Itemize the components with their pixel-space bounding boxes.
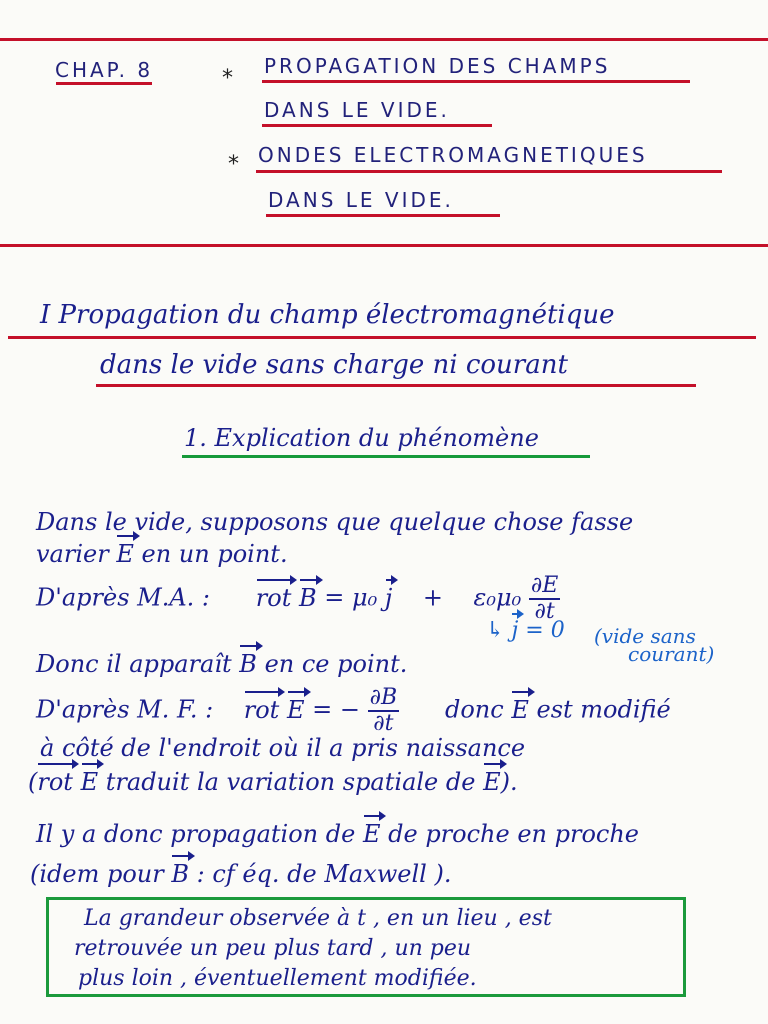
equals-minus: = − [312, 695, 360, 724]
j-zero-value: = 0 [525, 618, 565, 643]
j-zero-note [486, 618, 565, 643]
ma-equation [36, 574, 560, 624]
dt-denominator: ∂t [534, 599, 555, 625]
equals-sign: = [324, 583, 345, 612]
de-numerator: ∂E [529, 574, 560, 600]
header-bottom-rule [0, 244, 768, 247]
vector-e-2: E [286, 695, 305, 724]
vector-e-6: E [362, 820, 381, 848]
vector-b: B [299, 583, 317, 612]
top-rule [0, 38, 768, 41]
paragraph4-line2-end: : cf éq. de Maxwell ). [196, 860, 452, 888]
section-title-line1: I Propagation du champ électromagnétique [40, 300, 615, 330]
summary-line2: retrouvée un peu plus tard , un peu [74, 936, 472, 961]
vide-note-line1: (vide sans [594, 624, 696, 648]
section-title-line1-underline [8, 336, 756, 339]
donc-text: donc [444, 695, 504, 724]
title2-line2: DANS LE VIDE. [268, 188, 454, 212]
section-title-line2-underline [96, 384, 696, 387]
title1-line1-underline [262, 80, 690, 83]
title1-line2: DANS LE VIDE. [264, 98, 450, 122]
paragraph1-line2-end: en un point. [141, 540, 288, 568]
paragraph4-line1 [36, 820, 639, 848]
title2-line2-underline [266, 214, 500, 217]
subsection-underline [182, 455, 590, 458]
paragraph4-line1-start: Il y a donc propagation de [36, 820, 356, 848]
open-paren: ( [28, 768, 38, 796]
arrow-icon: ↳ [486, 618, 505, 643]
vector-j-note: j [511, 618, 519, 643]
plus-sign: + [422, 583, 443, 612]
paragraph1-line2-start: varier [36, 540, 109, 568]
mf-label: D'après M. F. : [36, 695, 214, 724]
paragraph4-line1-end: de proche en proche [388, 820, 640, 848]
de-dt-fraction [529, 574, 560, 624]
title1-line2-underline [262, 124, 492, 127]
vector-b-2: B [239, 650, 257, 678]
db-dt-fraction [368, 686, 400, 736]
eps-mu: ε₀μ₀ [473, 583, 522, 612]
dt-denominator-2: ∂t [373, 711, 394, 737]
vide-note-line2: courant) [628, 642, 715, 666]
est-modifie-text: est modifié [536, 695, 671, 724]
paragraph2-start: Donc il apparaît [36, 650, 232, 678]
rot-operator-2: rot [243, 695, 280, 724]
paragraph3-line2 [28, 768, 518, 796]
mf-equation [36, 686, 671, 736]
vector-e-5: E [483, 768, 501, 796]
paragraph3-line2-mid: traduit la variation spatiale de [105, 768, 476, 796]
rot-operator-3: rot [37, 768, 73, 796]
paragraph1-line1: Dans le vide, supposons que quelque chose fasse [36, 508, 634, 536]
title1-line1: PROPAGATION DES CHAMPS [264, 54, 611, 78]
bullet-star-2: * [228, 152, 239, 177]
ma-label: D'après M.A. : [36, 583, 211, 612]
vector-j: j [384, 583, 393, 612]
mu0: μ₀ [352, 583, 378, 612]
vector-e-4: E [80, 768, 99, 796]
title2-line1: ONDES ELECTROMAGNETIQUES [258, 143, 648, 167]
chapter-underline [56, 82, 152, 85]
title2-line1-underline [256, 170, 722, 173]
vector-e-3: E [511, 695, 529, 724]
subsection-title: 1. Explication du phénomène [184, 424, 539, 452]
section-title-line2: dans le vide sans charge ni courant [100, 350, 568, 380]
paragraph4-line2 [30, 860, 451, 888]
summary-line3: plus loin , éventuellement modifiée. [78, 966, 477, 991]
paragraph3-line1: à côté de l'endroit où il a pris naissance [40, 734, 526, 762]
paragraph2 [36, 650, 407, 678]
vector-e: E [116, 540, 134, 568]
chapter-label: CHAP. 8 [55, 58, 154, 82]
paragraph4-line2-start: (idem pour [30, 860, 164, 888]
paragraph1-line2 [36, 540, 288, 568]
rot-operator: rot [255, 583, 292, 612]
bullet-star-1: * [222, 66, 233, 91]
paragraph2-end: en ce point. [264, 650, 408, 678]
close-paren: ). [500, 768, 518, 796]
db-numerator: ∂B [368, 686, 400, 712]
summary-line1: La grandeur observée à t , en un lieu , est [84, 906, 552, 931]
vector-b-3: B [171, 860, 190, 888]
